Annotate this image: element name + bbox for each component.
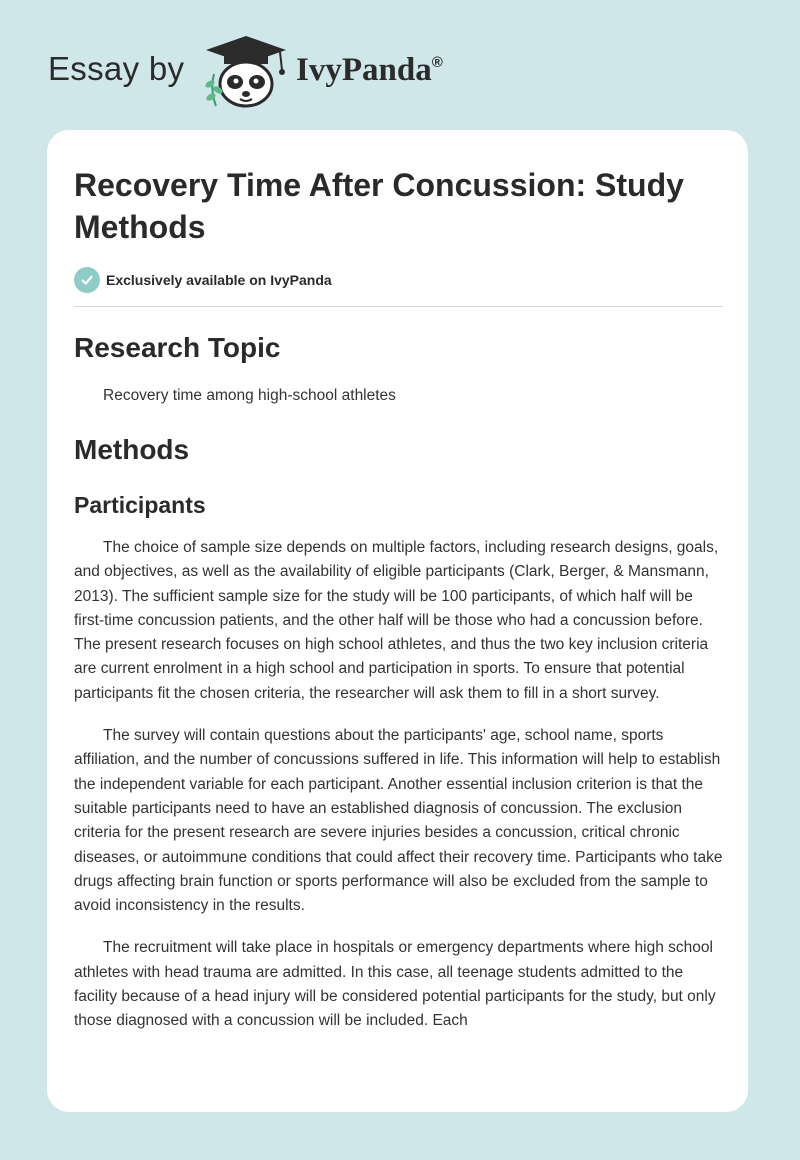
paragraph: The choice of sample size depends on multiple factors, including research designs, goals, and objectives, as well as the availability of eligible participants (Clark, Berger, & Mansmann, 2013). The sufficient sample size for the study will be 100 participants, of which half will be first-time concussion patients, and the other half will be those who had a concussion before. The present research focuses on high school athletes, and thus the two key inclusion criteria are current enrolment in a high school and participation in sports. To ensure that potential participants fit the chosen criteria, the researcher will ask them to fill in a short survey. [74,539,719,702]
research-topic-text: Recovery time among high-school athletes [103,387,396,404]
research-topic-heading: Research Topic [74,332,281,363]
registered-mark: ® [431,54,443,71]
paragraph: The recruitment will take place in hospitals or emergency departments where high school athletes with head trauma are admitted. In this case, all teenage students admitted to the facility because of a head injury will be considered potential participants for the study, but only those diagnosed with a concussion will be included. Each [74,939,716,1030]
methods-heading: Methods [74,434,190,465]
panda-logo-svg [200,34,292,110]
page-title: Recovery Time After Concussion: Study Methods [74,167,684,245]
brand-name-text: IvyPanda [296,52,432,88]
brand-name[interactable] [296,52,443,89]
check-circle-icon [74,267,100,293]
check-mark-svg [80,273,94,287]
title-divider [74,306,723,307]
exclusive-badge [74,266,724,294]
panda-graduation-cap-icon[interactable] [200,34,292,110]
brand-prefix: Essay by [48,50,185,87]
article-content [74,164,724,1034]
paragraph: The survey will contain questions about the participants' age, school name, sports affiliation, and the number of concussions suffered in life. This information will help to establish the independent variable for each participant. Another essential inclusion criterion is that the suitable participants need to have an established diagnosis of concussion. The exclusion criteria for the present research are severe injuries besides a concussion, critical chronic diseases, or autoimmune conditions that could affect their recovery time. Participants who take drugs affecting brain function or sports performance will also be excluded from the sample to avoid inconsistency in the results. [74,727,723,915]
article-card [47,130,748,1112]
exclusive-label: Exclusively available on IvyPanda [106,272,332,288]
site-header [0,0,800,130]
participants-heading: Participants [74,492,206,518]
